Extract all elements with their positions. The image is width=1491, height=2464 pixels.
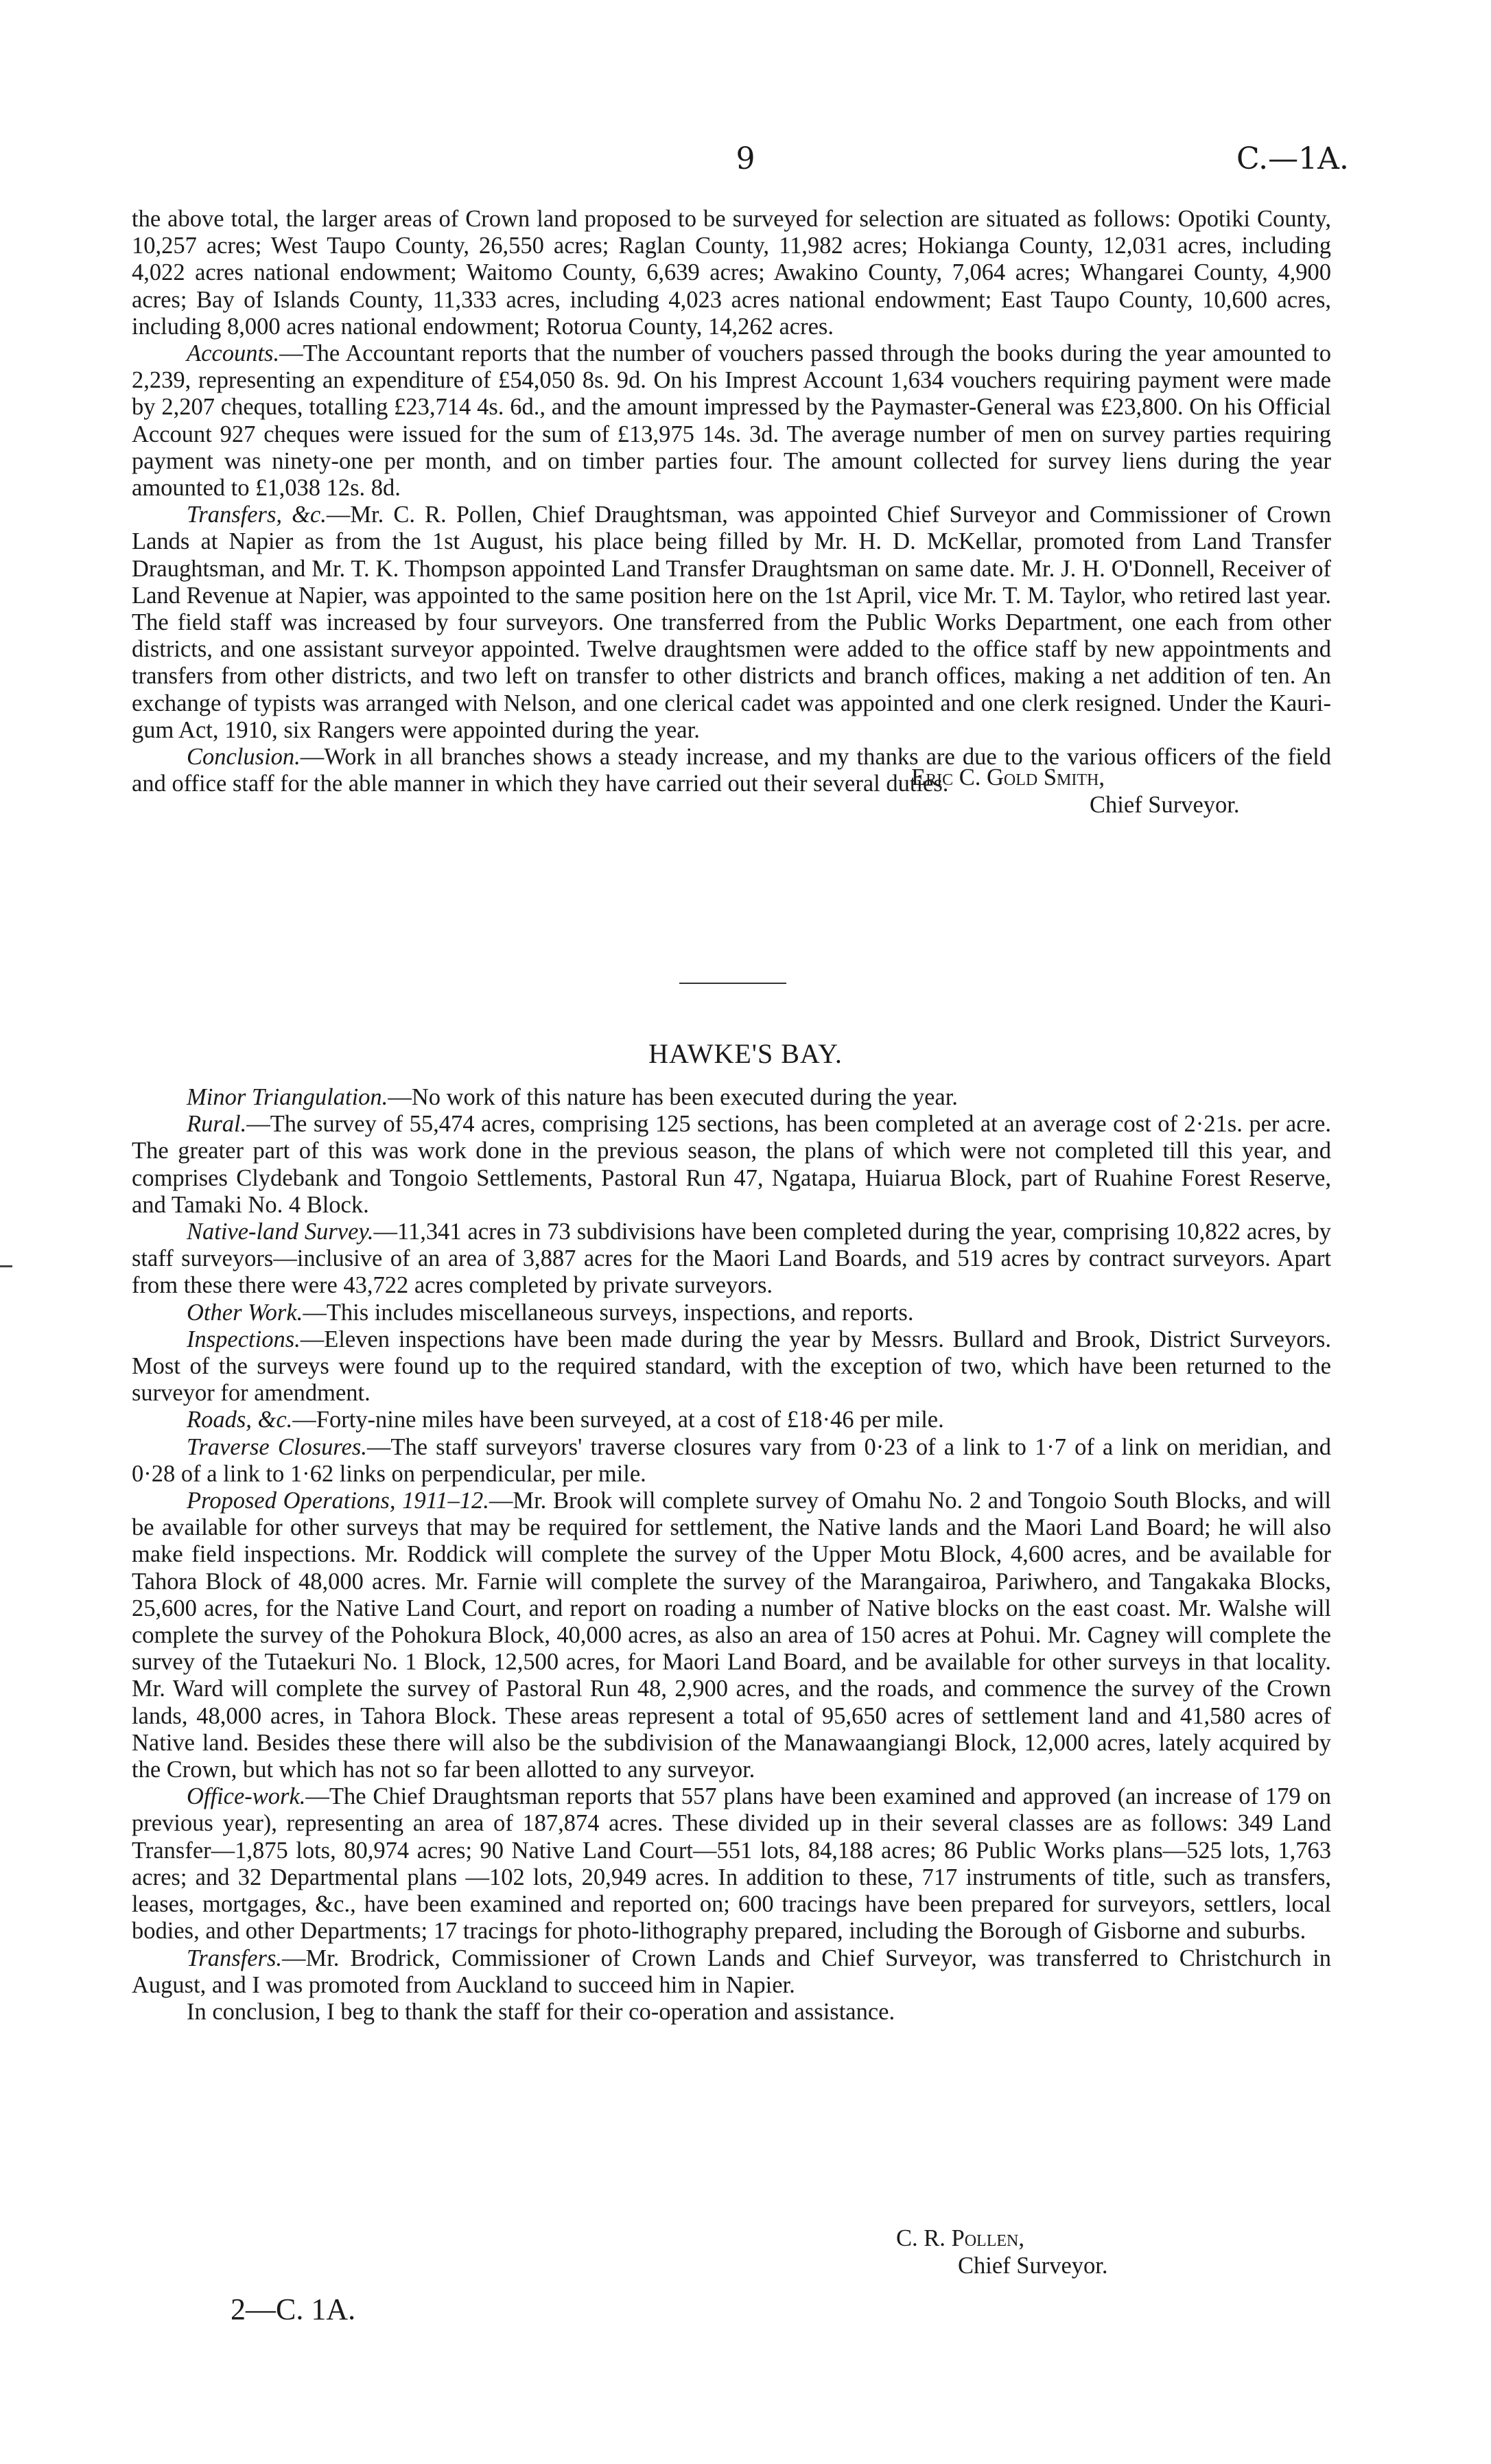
paragraph-conclusion (132, 744, 1331, 797)
paragraph-lead: Traverse Closures. (187, 1433, 367, 1460)
paragraph-text: In conclusion, I beg to thank the staff for their co-operation and assistance. (187, 1998, 895, 2025)
section-heading: HAWKE'S BAY. (648, 1038, 843, 1069)
paragraph-text: —Eleven inspections have been made during the year by Messrs. Bullard and Brook, District Surveyors. Most of the surveys were found up to the required standard, with the exception of two, which have been returned to the surveyor for amendment. (132, 1326, 1331, 1407)
paragraph-text: —Forty-nine miles have been surveyed, at a cost of £18·46 per mile. (292, 1407, 944, 1433)
paragraph-text: —Mr. Brodrick, Commissioner of Crown Lands and Chief Surveyor, was transferred to Christchurch in August, and I was promoted from Auckland to succeed him in Napier. (132, 1945, 1331, 1998)
paragraph-text: —No work of this nature has been executed during the year. (388, 1084, 958, 1110)
paragraph-lead: Conclusion. (187, 744, 301, 771)
paragraph-lead: Other Work. (187, 1299, 303, 1326)
page-number: 9 (736, 141, 755, 176)
paragraph-county-areas: the above total, the larger areas of Crown land proposed to be surveyed for selection are situated as follows: Opotiki County, 10,257 acres; West Taupo County, 26,550 acres; Raglan County, 11,982 acres; Hokianga County, 12,031 acres, including 4,022 acres national endowment; Waitomo County, 6,639 acres; Awakino County, 7,064 acres; Whangarei County, 4,900 acres; Bay of Islands County, 11,333 acres, including 4,023 acres national endowment; East Taupo County, 10,600 acres, including 8,000 acres national endowment; Rotorua County, 14,262 acres. (132, 206, 1331, 340)
signature-title: Chief Surveyor. (958, 2253, 1108, 2279)
paragraph-text: —Mr. Brook will complete survey of Omahu No. 2 and Tongoio South Blocks, and will be available for other surveys that may be required for settlement, the Native lands and the Maori Land Board; he will also make field inspections. Mr. Roddick will complete the survey of the Upper Motu Block, 4,600 acres, and be available for Tahora Block of 48,000 acres. Mr. Farnie will complete the survey of the Marangairoa, Pariwhero, and Tangakaka Blocks, 25,600 acres, for the Native Land Court, and report on roading a number of Native blocks on the east coast. Mr. Walshe will complete the survey of the Pohokura Block, 40,000 acres, as also an area of 150 acres at Pohui. Mr. Cagney will complete the survey of the Tutaekuri No. 1 Block, 12,500 acres, for Maori Land Board, and be available for other surveys in that locality. Mr. Ward will complete the survey of Pastoral Run 48, 2,900 acres, and the roads, and commence the survey of the Crown lands, 48,000 acres, in Tahora Block. These areas represent a total of 95,650 acres of settlement land and 41,580 acres of Native land. Besides these there will also be the subdivision of the Manawaangiangi Block, 12,000 acres, lately acquired by the Crown, but which has not so far been allotted to any surveyor. (132, 1488, 1331, 1783)
report-paragraph (132, 1084, 1331, 1111)
paragraph-lead: Roads, &c. (187, 1407, 293, 1433)
paragraph-lead: Transfers, &c. (187, 502, 327, 528)
paragraph-text: —The staff surveyors' traverse closures vary from 0·23 of a link to 1·7 of a link on meridian, and 0·28 of a link to 1·62 links on perpendicular, per mile. (132, 1433, 1331, 1487)
report-paragraph (132, 1999, 1331, 2026)
paragraph-text: —The Chief Draughtsman reports that 557 plans have been examined and approved (an increase of 179 on previous year), representing an area of 187,874 acres. These divided up in their several classes are as follows: 349 Land Transfer—1,875 lots, 80,974 acres; 90 Native Land Court—551 lots, 84,188 acres; 86 Public Works plans—525 lots, 1,763 acres; and 32 Departmental plans —102 lots, 20,949 acres. In addition to these, 717 instruments of title, such as transfers, leases, mortgages, &c., have been examined and reported on; 600 tracings have been prepared for surveyors, settlers, local bodies, and other Departments; 17 tracings for photo-lithography prepared, including the Borough of Gisborne and suburbs. (132, 1783, 1331, 1945)
document-reference: C.—1A. (1236, 141, 1349, 176)
section-divider (679, 983, 786, 984)
report-paragraph (132, 1488, 1331, 1783)
report-paragraph (132, 1407, 1331, 1433)
report-paragraph (132, 1219, 1331, 1300)
paragraph-text: —11,341 acres in 73 subdivisions have been completed during the year, comprising 10,822 acres, by staff surveyors—inclusive of an area of 3,887 acres for the Maori Land Boards, and 519 acres by contract surveyors. Apart from these there were 43,722 acres completed by private surveyors. (132, 1219, 1332, 1299)
paragraph-text: —Mr. C. R. Pollen, Chief Draughtsman, was appointed Chief Surveyor and Commissioner of Crown Lands at Napier as from the 1st August, his place being filled by Mr. H. D. McKellar, promoted from Land Transfer Draughtsman, and Mr. T. K. Thompson appointed Land Transfer Draughtsman on same date. Mr. J. H. O'Donnell, Receiver of Land Revenue at Napier, was appointed to the same position here on the 1st April, vice Mr. T. M. Taylor, who retired last year. The field staff was increased by four surveyors. One transferred from the Public Works Department, one each from other districts, and one assistant surveyor appointed. Twelve draughtsmen were added to the office staff by new appointments and transfers from other districts, and two left on transfer to other districts and branch offices, making a net addition of ten. An exchange of typists was arranged with Nelson, and one clerical cadet was appointed and one clerk resigned. Under the Kauri-gum Act, 1910, six Rangers were appointed during the year. (132, 502, 1331, 743)
report-paragraph (132, 1326, 1331, 1407)
signature-name: Eric C. Gold Smith, (911, 764, 1105, 791)
margin-mark (0, 1265, 12, 1267)
footer-signature-mark: 2—C. 1A. (231, 2292, 356, 2326)
report-paragraph (132, 1111, 1331, 1219)
signature-title: Chief Surveyor. (1090, 792, 1240, 819)
paragraph-lead: Rural. (187, 1111, 247, 1138)
paragraph-text: —Work in all branches shows a steady increase, and my thanks are due to the various officers of the field and office staff for the able manner in which they have carried out their several duties. (132, 744, 1331, 797)
paragraph-lead: Office-work. (187, 1783, 306, 1810)
paragraph-lead: Inspections. (187, 1326, 301, 1352)
paragraph-lead: Minor Triangulation. (187, 1084, 388, 1110)
paragraph-transfers (132, 502, 1331, 744)
report-paragraph (132, 1300, 1331, 1326)
report-paragraph (132, 1783, 1331, 1945)
paragraph-lead: Transfers. (187, 1945, 283, 1971)
report-paragraph (132, 1945, 1331, 1999)
paragraph-text: —The Accountant reports that the number of vouchers passed through the books during the year amounted to 2,239, representing an expenditure of £54,050 8s. 9d. On his Imprest Account 1,634 vouchers requiring payment were made by 2,207 cheques, totalling £23,714 4s. 6d., and the amount impressed by the Paymaster-General was £23,800. On his Official Account 927 cheques were issued for the sum of £13,975 14s. 3d. The average number of men on survey parties requiring payment was ninety-one per month, and on timber parties four. The amount collected for survey liens during the year amounted to £1,038 12s. 8d. (132, 340, 1331, 502)
section-auckland-report (132, 206, 1331, 819)
paragraph-text: —The survey of 55,474 acres, comprising 125 sections, has been completed at an average cost of 2·21s. per acre. The greater part of this was work done in the previous season, the plans of which were not completed till this year, and comprises Clydebank and Tongoio Settlements, Pastoral Run 47, Ngatapa, Huiarua Block, part of Ruahine Forest Reserve, and Tamaki No. 4 Block. (132, 1111, 1331, 1218)
paragraph-lead: Native-land Survey. (187, 1219, 374, 1245)
section-hawkes-bay-report (132, 1084, 1331, 2026)
paragraph-text: —This includes miscellaneous surveys, inspections, and reports. (303, 1299, 914, 1326)
report-paragraph (132, 1434, 1331, 1488)
paragraph-accounts (132, 340, 1331, 502)
paragraph-lead: Proposed Operations, 1911–12. (187, 1488, 489, 1514)
signature-name: C. R. Pollen, (896, 2225, 1024, 2251)
paragraph-lead: Accounts. (187, 340, 280, 367)
